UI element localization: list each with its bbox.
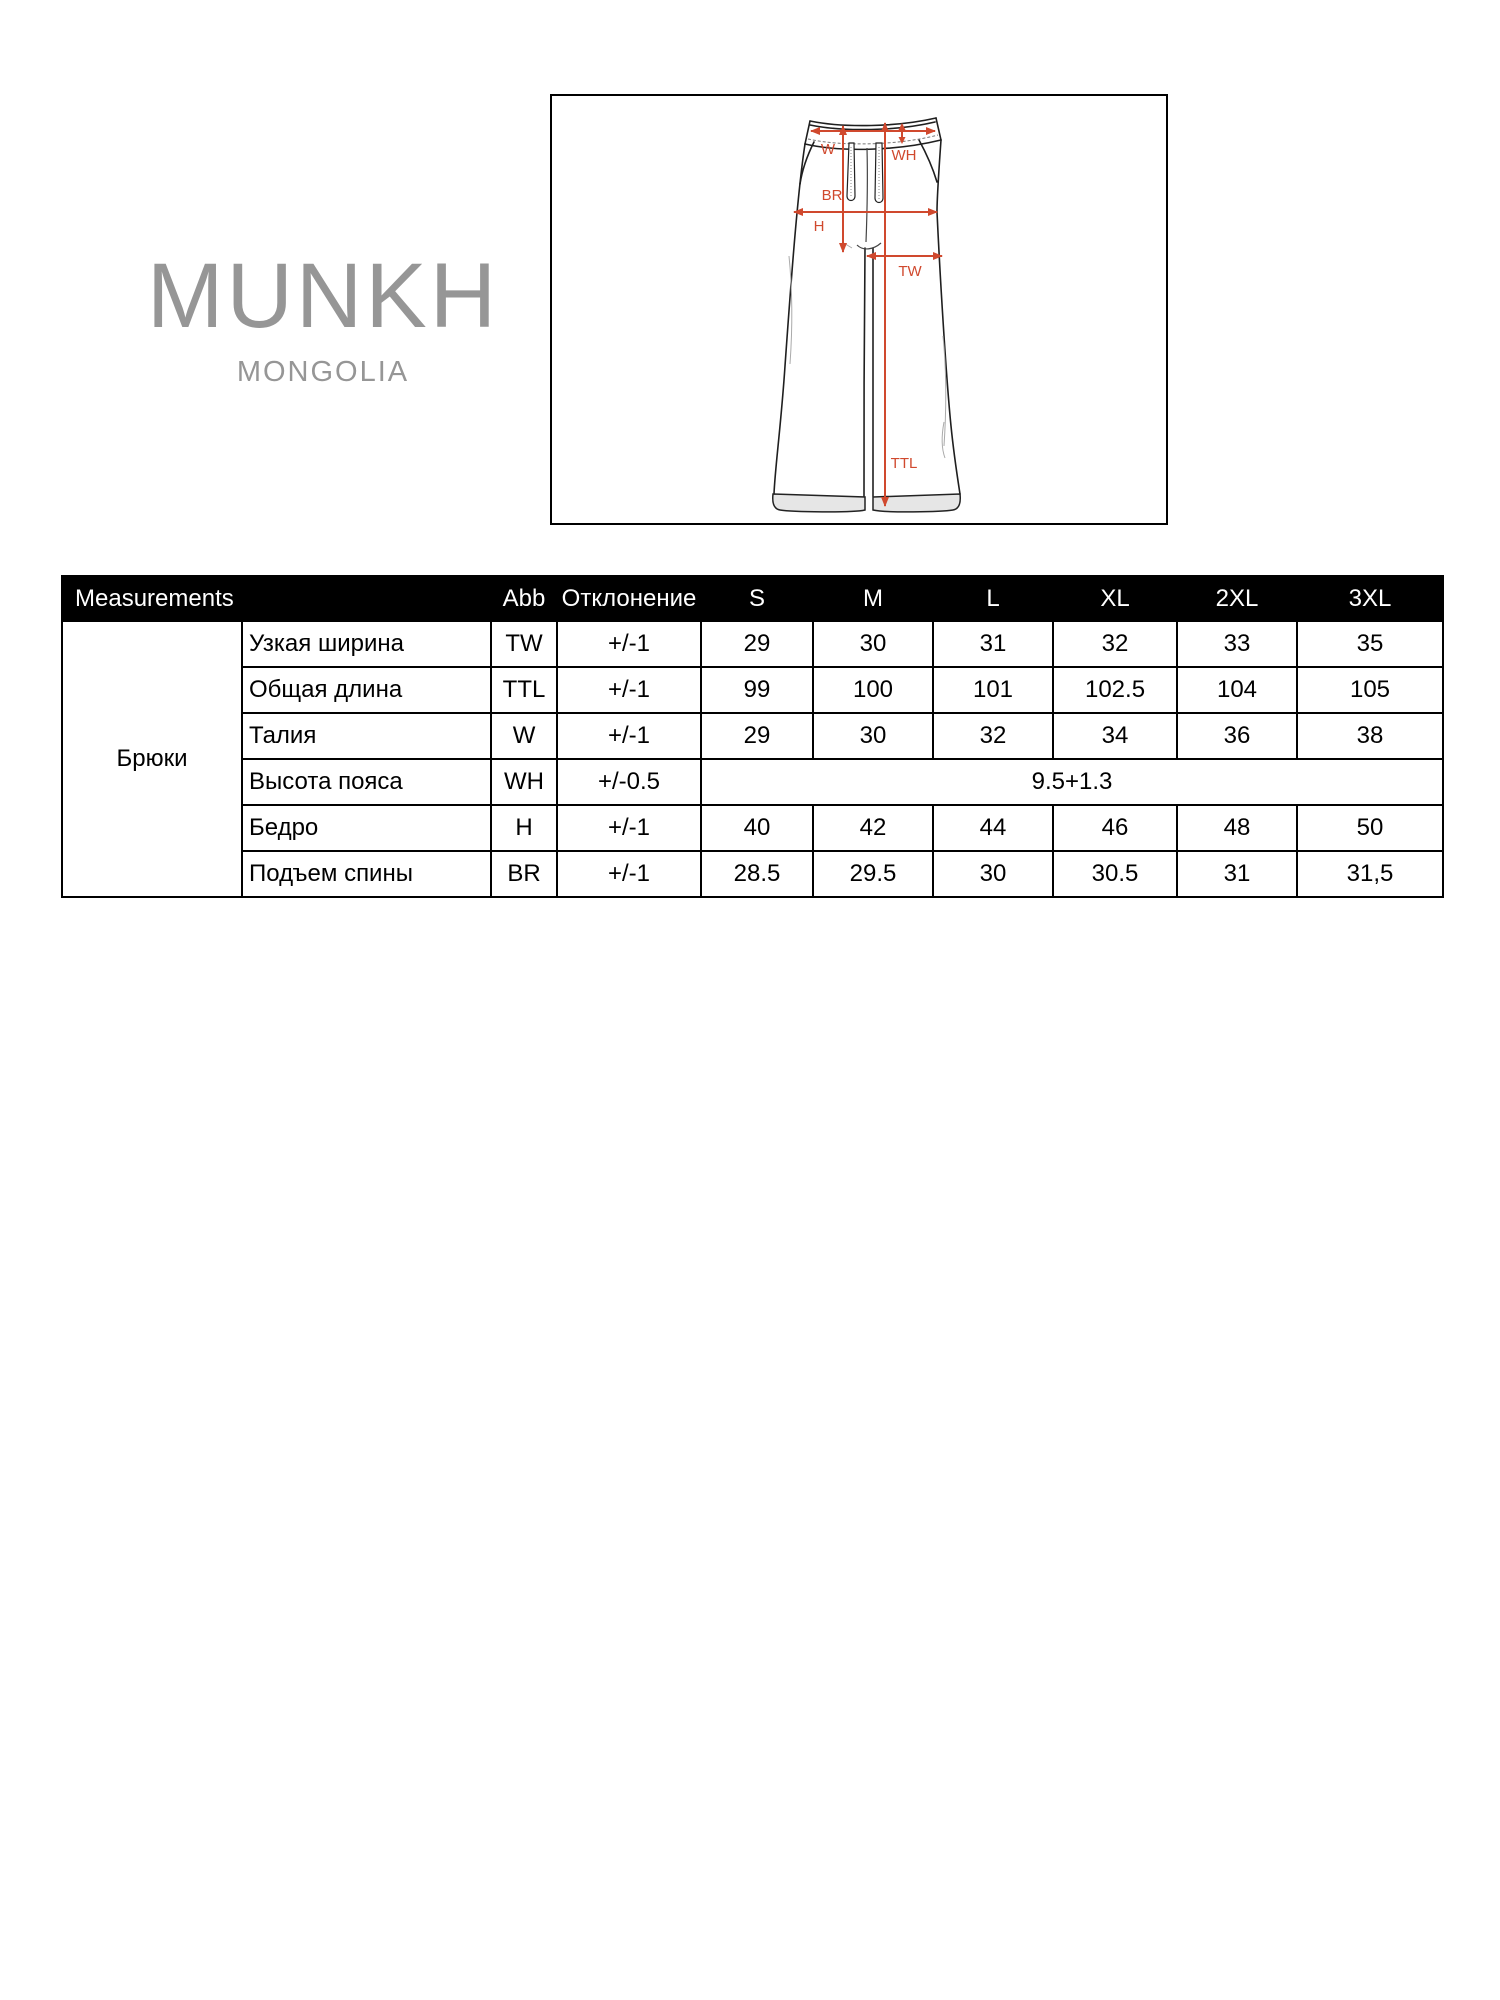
abb-cell: H bbox=[491, 805, 557, 851]
value-cell: 30 bbox=[813, 621, 933, 667]
header-tolerance: Отклонение bbox=[557, 576, 701, 621]
value-cell: 31 bbox=[1177, 851, 1297, 897]
brand-logo bbox=[123, 245, 523, 389]
label-ttl: TTL bbox=[890, 455, 918, 472]
header-size-3xl: 3XL bbox=[1297, 576, 1443, 621]
value-cell: 30 bbox=[933, 851, 1053, 897]
value-cell: 100 bbox=[813, 667, 933, 713]
value-cell: 48 bbox=[1177, 805, 1297, 851]
value-cell: 28.5 bbox=[701, 851, 813, 897]
abb-cell: BR bbox=[491, 851, 557, 897]
table-header-row bbox=[62, 576, 1443, 621]
header-size-l: L bbox=[933, 576, 1053, 621]
header-size-2xl: 2XL bbox=[1177, 576, 1297, 621]
header-size-s: S bbox=[701, 576, 813, 621]
header-measurements: Measurements bbox=[62, 576, 491, 621]
header-size-m: M bbox=[813, 576, 933, 621]
value-cell: 99 bbox=[701, 667, 813, 713]
header-size-xl: XL bbox=[1053, 576, 1177, 621]
value-cell: 32 bbox=[1053, 621, 1177, 667]
abb-cell: WH bbox=[491, 759, 557, 805]
pants-measurement-diagram bbox=[550, 94, 1168, 525]
measurement-label: Общая длина bbox=[242, 667, 491, 713]
abb-cell: TW bbox=[491, 621, 557, 667]
label-br: BR bbox=[821, 187, 843, 204]
measurement-label: Узкая ширина bbox=[242, 621, 491, 667]
value-cell: 40 bbox=[701, 805, 813, 851]
wrinkle-lines bbox=[789, 242, 946, 458]
value-cell: 33 bbox=[1177, 621, 1297, 667]
size-table-body bbox=[62, 621, 1443, 897]
value-cell: 29 bbox=[701, 621, 813, 667]
value-cell: 38 bbox=[1297, 713, 1443, 759]
value-cell: 105 bbox=[1297, 667, 1443, 713]
table-row bbox=[62, 621, 1443, 667]
measurement-labels bbox=[814, 141, 923, 472]
measurement-label: Высота пояса bbox=[242, 759, 491, 805]
tolerance-cell: +/-1 bbox=[557, 805, 701, 851]
value-cell: 101 bbox=[933, 667, 1053, 713]
value-cell: 30.5 bbox=[1053, 851, 1177, 897]
drawcord bbox=[847, 143, 883, 203]
tolerance-cell: +/-1 bbox=[557, 667, 701, 713]
hem-cuffs bbox=[773, 494, 960, 512]
table-row bbox=[62, 667, 1443, 713]
header-abb: Abb bbox=[491, 576, 557, 621]
value-cell: 46 bbox=[1053, 805, 1177, 851]
label-w: W bbox=[820, 141, 836, 158]
tolerance-cell: +/-1 bbox=[557, 713, 701, 759]
value-cell: 30 bbox=[813, 713, 933, 759]
value-cell: 104 bbox=[1177, 667, 1297, 713]
label-tw: TW bbox=[898, 263, 922, 280]
measurement-arrows bbox=[794, 123, 942, 506]
table-row bbox=[62, 805, 1443, 851]
brand-name: MUNKH bbox=[146, 245, 500, 347]
table-row bbox=[62, 759, 1443, 805]
measurement-label: Подъем спины bbox=[242, 851, 491, 897]
category-cell: Брюки bbox=[62, 621, 242, 897]
value-cell: 50 bbox=[1297, 805, 1443, 851]
merged-value-cell: 9.5+1.3 bbox=[701, 759, 1443, 805]
measurement-label: Талия bbox=[242, 713, 491, 759]
size-table bbox=[61, 575, 1444, 898]
abb-cell: TTL bbox=[491, 667, 557, 713]
brand-region: MONGOLIA bbox=[236, 356, 410, 388]
value-cell: 36 bbox=[1177, 713, 1297, 759]
value-cell: 31 bbox=[933, 621, 1053, 667]
pants-drawing bbox=[552, 96, 1166, 523]
label-wh: WH bbox=[891, 147, 917, 164]
value-cell: 35 bbox=[1297, 621, 1443, 667]
value-cell: 31,5 bbox=[1297, 851, 1443, 897]
value-cell: 102.5 bbox=[1053, 667, 1177, 713]
value-cell: 32 bbox=[933, 713, 1053, 759]
value-cell: 44 bbox=[933, 805, 1053, 851]
tolerance-cell: +/-0.5 bbox=[557, 759, 701, 805]
tolerance-cell: +/-1 bbox=[557, 621, 701, 667]
value-cell: 29 bbox=[701, 713, 813, 759]
table-row bbox=[62, 851, 1443, 897]
value-cell: 34 bbox=[1053, 713, 1177, 759]
value-cell: 42 bbox=[813, 805, 933, 851]
measurement-label: Бедро bbox=[242, 805, 491, 851]
label-h: H bbox=[813, 218, 825, 235]
table-row bbox=[62, 713, 1443, 759]
tolerance-cell: +/-1 bbox=[557, 851, 701, 897]
value-cell: 29.5 bbox=[813, 851, 933, 897]
abb-cell: W bbox=[491, 713, 557, 759]
